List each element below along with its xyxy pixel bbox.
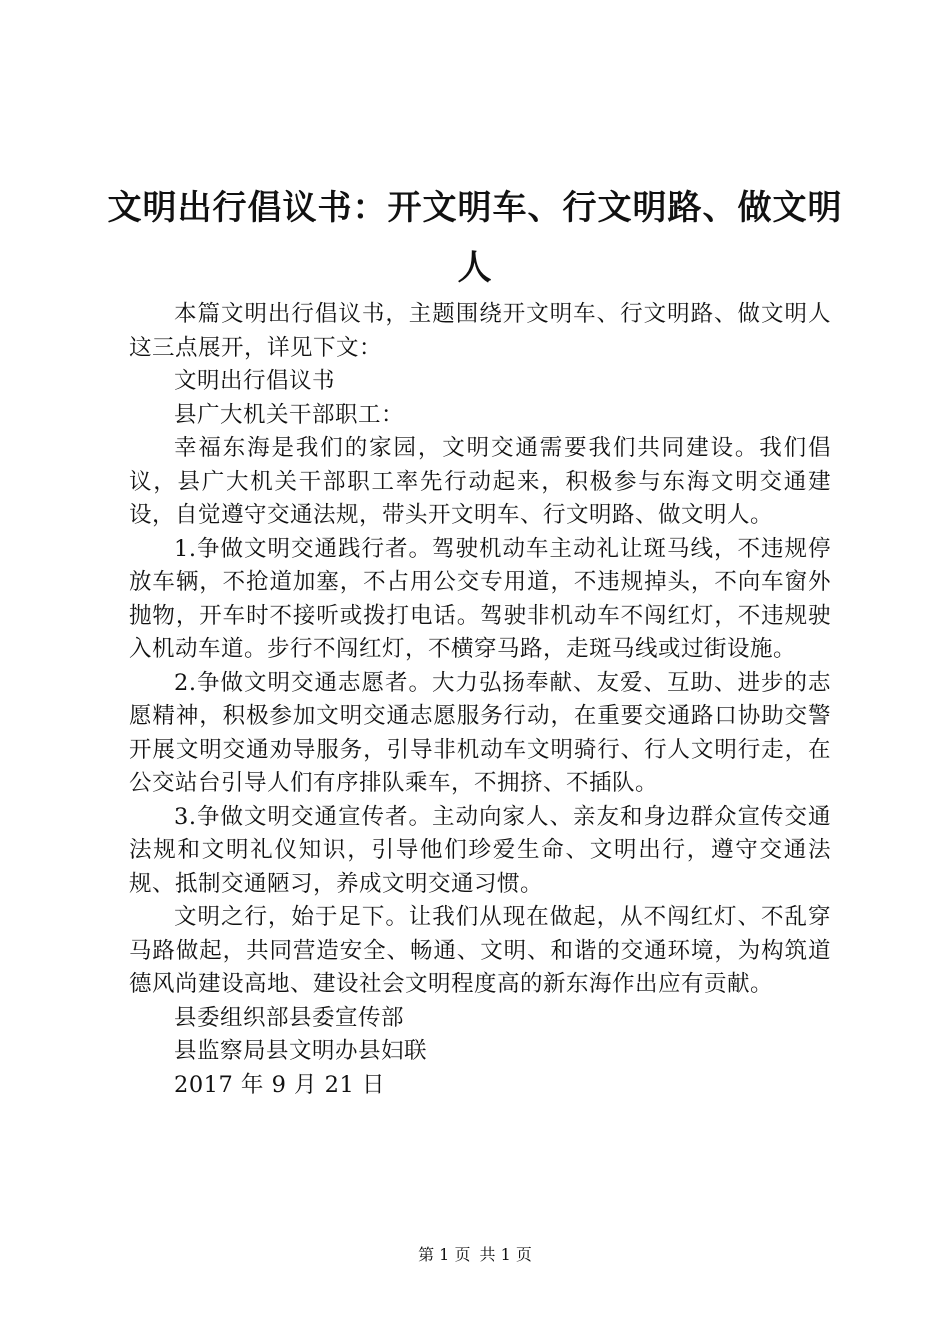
page-footer [0, 1244, 950, 1266]
opening-paragraph: 幸福东海是我们的家园，文明交通需要我们共同建设。我们倡议，县广大机关干部职工率先行动起来，积极参与东海文明交通建设，自觉遵守交通法规，带头开文明车、行文明路、做文明人。 [129, 435, 831, 528]
item-2-paragraph: 2.争做文明交通志愿者。大力弘扬奉献、友爱、互助、进步的志愿精神，积极参加文明交通志愿服务行动，在重要交通路口协助交警开展文明交通劝导服务，引导非机动车文明骑行、行人文明行走，在公交站台引导人们有序排队乘车，不拥挤、不插队。 [129, 669, 831, 796]
page-number: 第 1 页 [418, 1245, 471, 1264]
document-body [129, 298, 831, 1102]
intro-paragraph: 本篇文明出行倡议书，主题围绕开文明车、行文明路、做文明人这三点展开，详见下文： [129, 301, 831, 361]
salutation: 县广大机关干部职工： [174, 401, 405, 428]
item-3-paragraph: 3.争做文明交通宣传者。主动向家人、亲友和身边群众宣传交通法规和文明礼仪知识，引导他们珍爱生命、文明出行，遵守交通法规、抵制交通陋习，养成文明交通习惯。 [129, 803, 831, 897]
signature-line: 县委组织部县委宣传部 [174, 1004, 405, 1031]
proposal-heading: 文明出行倡议书 [174, 368, 336, 394]
document-title: 文明出行倡议书：开文明车、行文明路、做文明人 [107, 188, 843, 288]
signature-date: 2017 年 9 月 21 日 [174, 1071, 385, 1098]
page-total: 共 1 页 [479, 1245, 532, 1264]
closing-paragraph: 文明之行，始于足下。让我们从现在做起，从不闯红灯、不乱穿马路做起，共同营造安全、畅通、文明、和谐的交通环境，为构筑道德风尚建设高地、建设社会文明程度高的新东海作出应有贡献。 [129, 904, 831, 997]
signature-line: 县监察局县文明办县妇联 [174, 1038, 428, 1064]
item-1-paragraph: 1.争做文明交通践行者。驾驶机动车主动礼让斑马线，不违规停放车辆，不抢道加塞，不占用公交专用道，不违规掉头，不向车窗外抛物，开车时不接听或拨打电话。驾驶非机动车不闯红灯，不违规驶入机动车道。步行不闯红灯，不横穿马路，走斑马线或过街设施。 [129, 535, 831, 662]
